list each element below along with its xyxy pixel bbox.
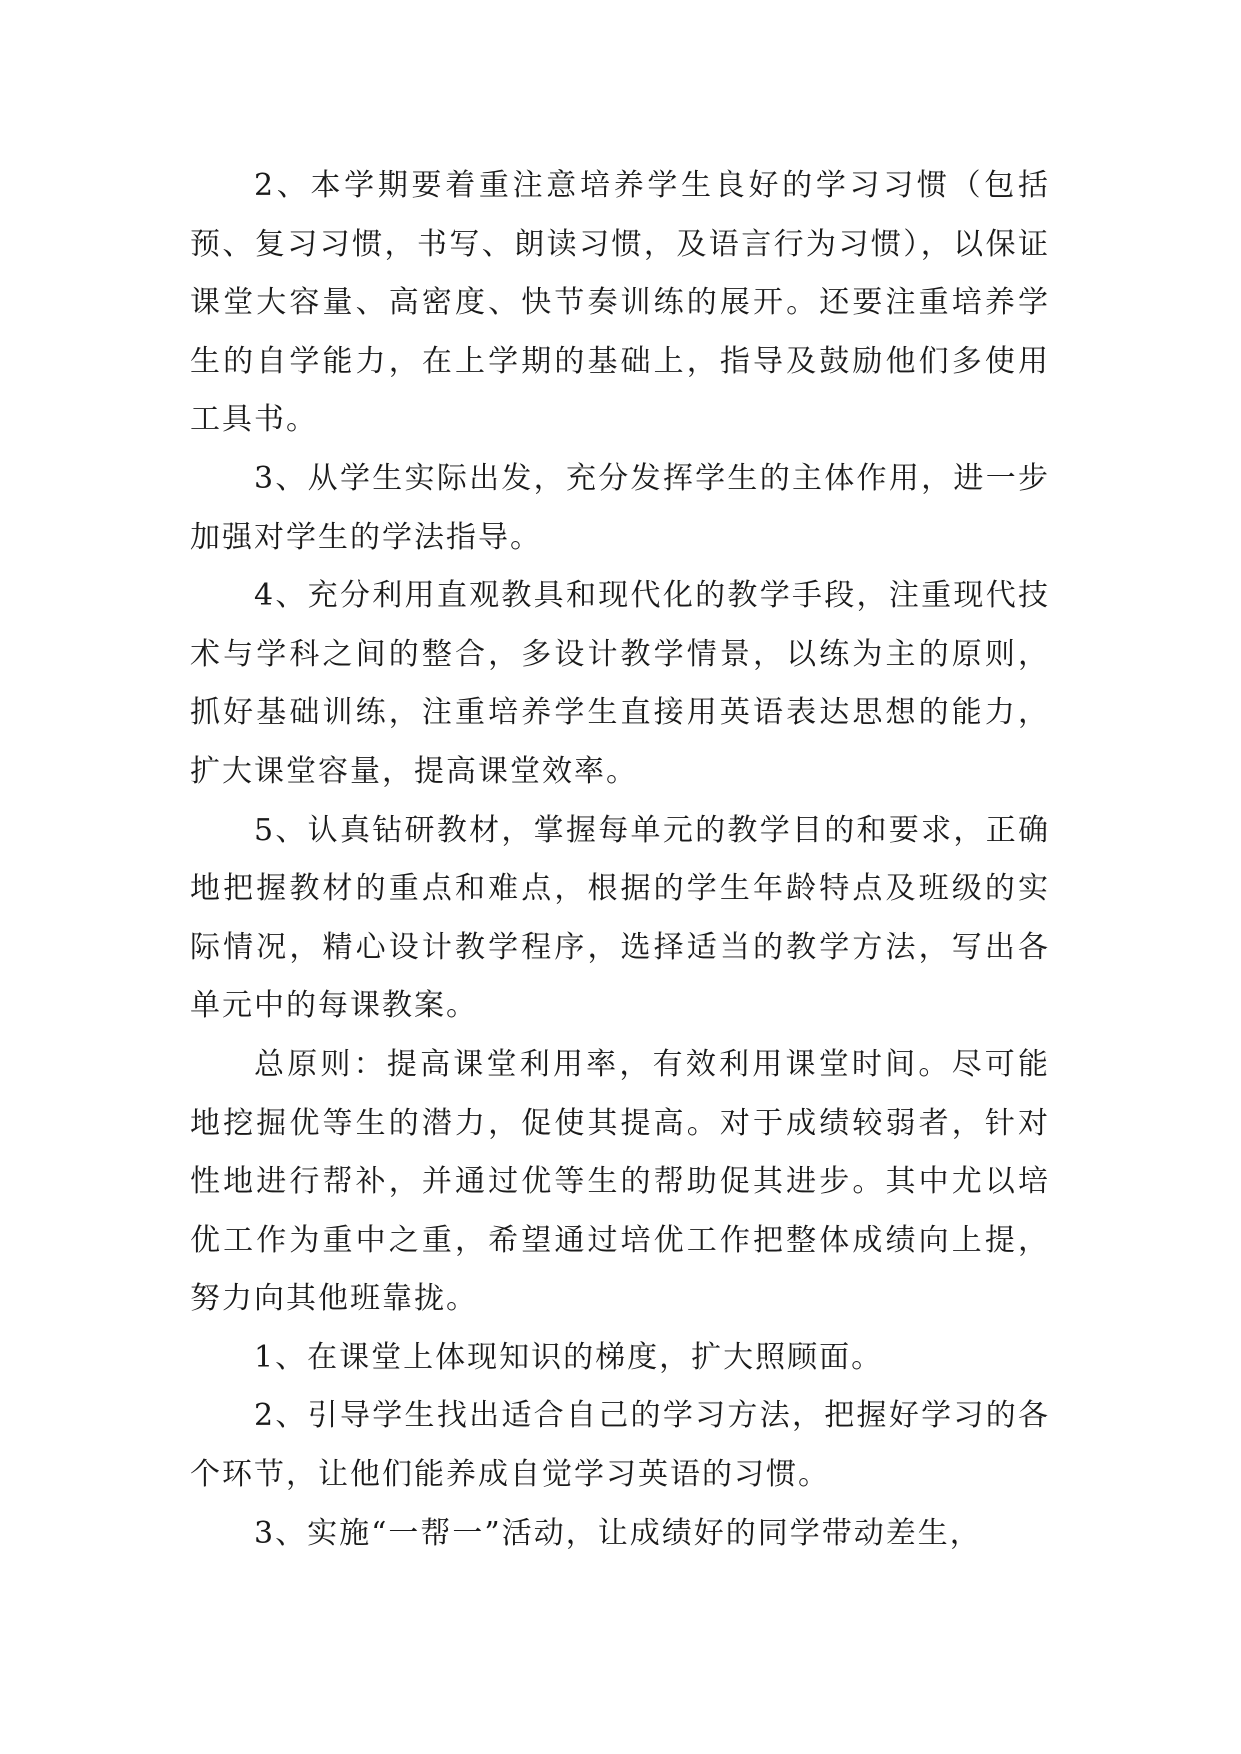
paragraph-peer-help: 3、实施“一帮一”活动，让成绩好的同学带动差生， xyxy=(254,1515,982,1551)
paragraph-habits: 2、本学期要着重注意培养学生良好的学习习惯（包括预、复习习惯，书写、朗读习惯，及语言行为习惯），以保证课堂大容量、高密度、快节奏训练的展开。还要注重培养学生的自学能力，在上学期的基础上，指导及鼓励他们多使用工具书。 xyxy=(190,168,1050,438)
paragraph-student-centered: 3、从学生实际出发，充分发挥学生的主体作用，进一步加强对学生的学法指导。 xyxy=(190,460,1050,555)
paragraph-knowledge-gradient: 1、在课堂上体现知识的梯度，扩大照顾面。 xyxy=(254,1339,884,1375)
document-body xyxy=(190,157,1050,1563)
paragraph-teaching-aids: 4、充分利用直观教具和现代化的教学手段，注重现代技术与学科之间的整合，多设计教学情景，以练为主的原则，抓好基础训练，注重培养学生直接用英语表达思想的能力，扩大课堂容量，提高课堂效率。 xyxy=(190,578,1050,789)
paragraph-learning-methods: 2、引导学生找出适合自己的学习方法，把握好学习的各个环节，让他们能养成自觉学习英语的习惯。 xyxy=(190,1398,1050,1493)
paragraph-textbook-study: 5、认真钻研教材，掌握每单元的教学目的和要求，正确地把握教材的重点和难点，根据的学生年龄特点及班级的实际情况，精心设计教学程序，选择适当的教学方法，写出各单元中的每课教案。 xyxy=(190,812,1050,1024)
paragraph-general-principle: 总原则：提高课堂利用率，有效利用课堂时间。尽可能地挖掘优等生的潜力，促使其提高。对于成绩较弱者，针对性地进行帮补，并通过优等生的帮助促其进步。其中尤以培优工作为重中之重，希望通过培优工作把整体成绩向上提，努力向其他班靠拢。 xyxy=(190,1046,1050,1317)
